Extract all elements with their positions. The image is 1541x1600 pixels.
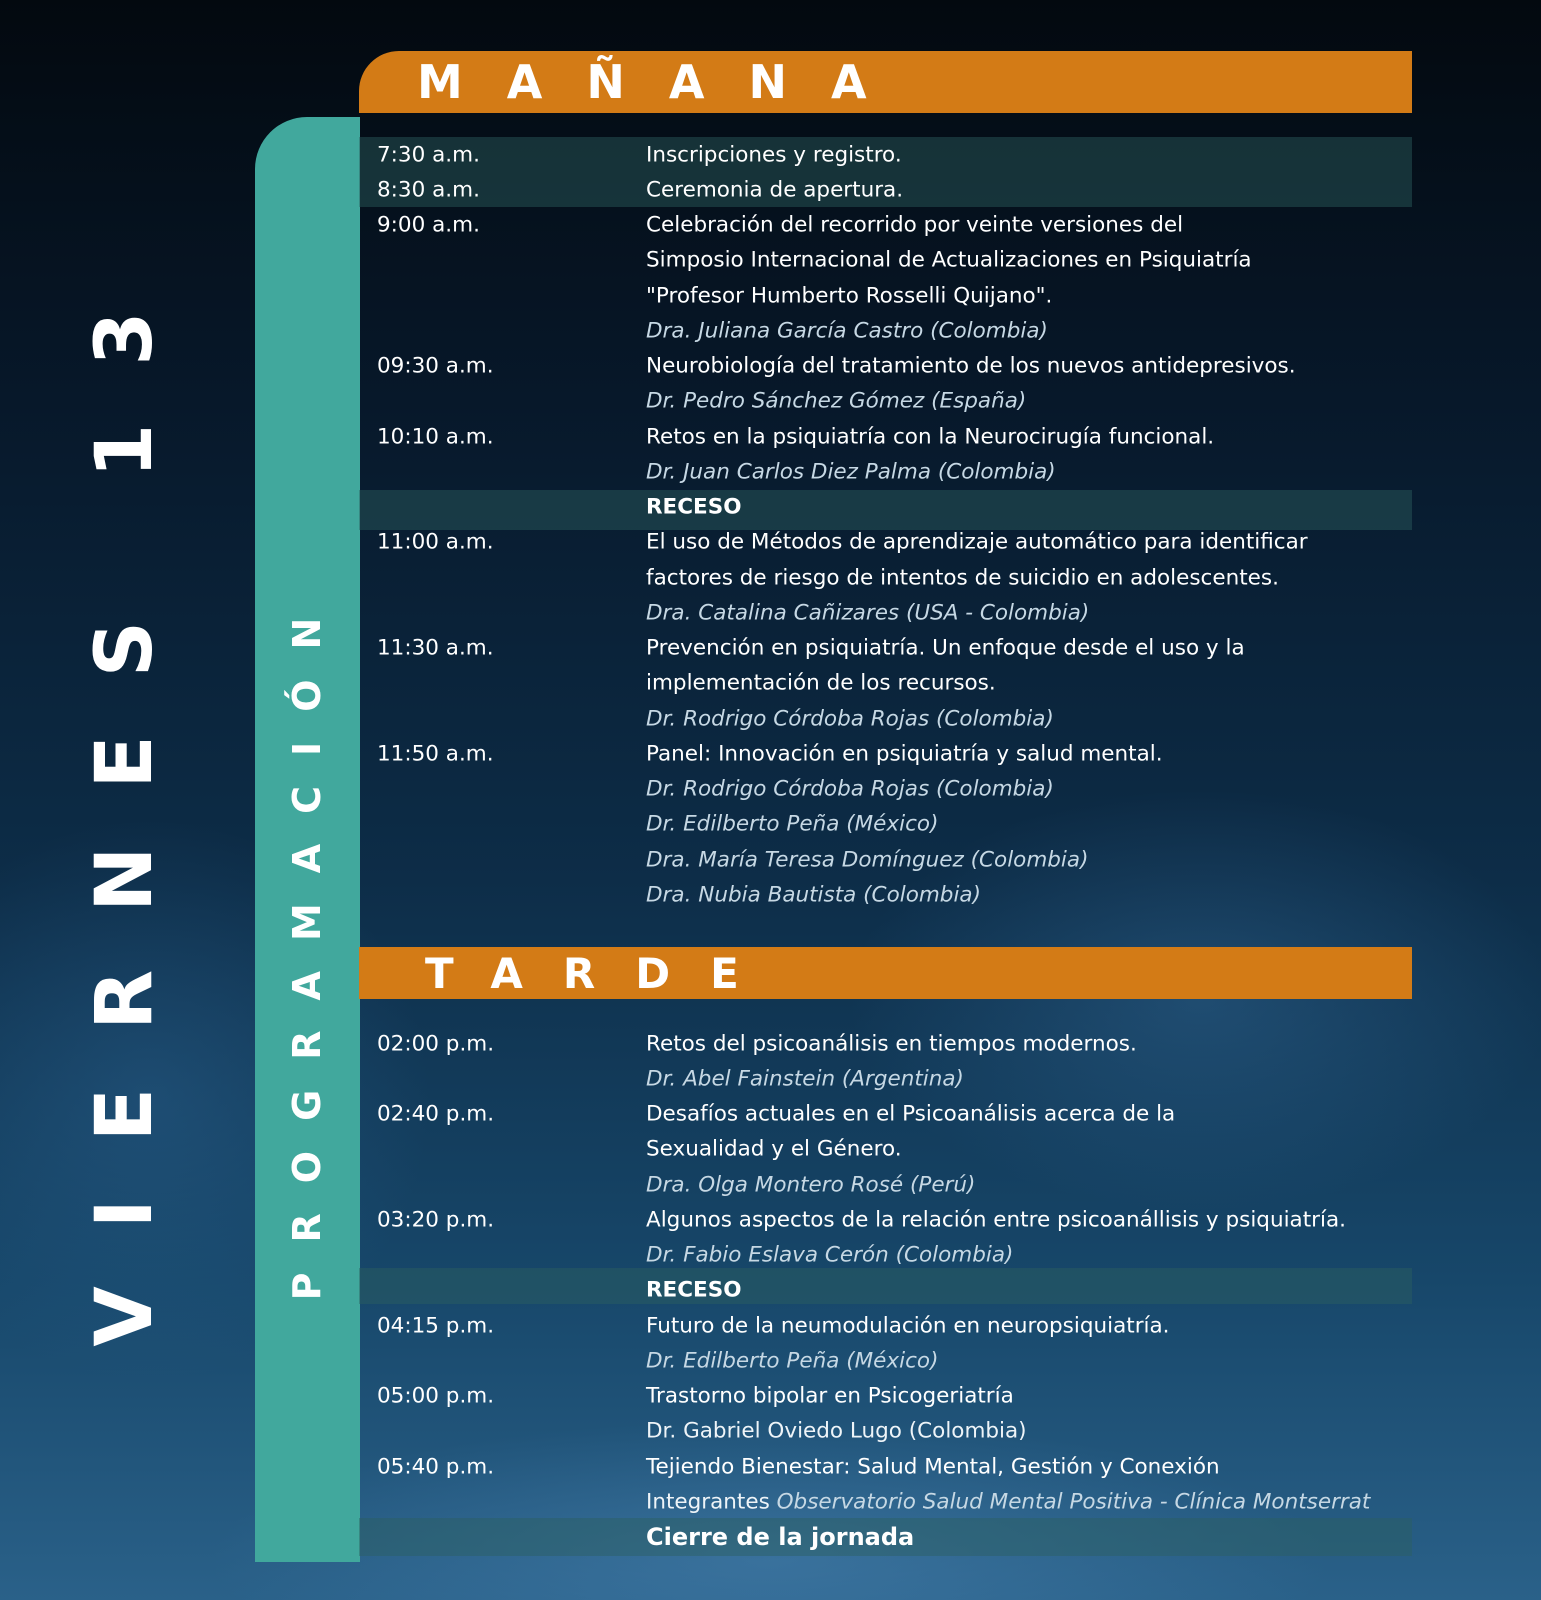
speaker-prefix: Integrantes	[646, 1489, 770, 1515]
session-line	[359, 1026, 1412, 1061]
speaker-line	[359, 1167, 1412, 1202]
session-time: 04:15 p.m.	[377, 1313, 495, 1339]
afternoon-header-label: TARDE	[425, 948, 779, 998]
session-title: Simposio Internacional de Actualizaciones en Psiquiatría	[646, 247, 1252, 273]
session-title: Futuro de la neumodulación en neuropsiquiatría.	[646, 1313, 1170, 1339]
session-line	[359, 1202, 1412, 1237]
sidebar-label: PROGRAMACIÓN	[285, 587, 329, 1301]
speaker-name: Dra. María Teresa Domínguez (Colombia)	[646, 847, 1089, 873]
session-line	[359, 1379, 1412, 1414]
session-title: implementación de los recursos.	[646, 670, 996, 696]
closing-line	[359, 1520, 1412, 1555]
session-line	[359, 631, 1412, 666]
speaker-line	[359, 313, 1412, 348]
session-line	[359, 1449, 1412, 1484]
speaker-name: Dr. Edilberto Peña (México)	[646, 1348, 939, 1374]
speaker-name: Observatorio Salud Mental Positiva - Clínica Montserrat	[776, 1489, 1371, 1515]
session-title: Panel: Innovación en psiquiatría y salud mental.	[646, 741, 1163, 767]
session-title: Retos del psicoanálisis en tiempos modernos.	[646, 1031, 1137, 1057]
speaker-name: Dr. Pedro Sánchez Gómez (España)	[646, 388, 1027, 414]
session-time: 11:00 a.m.	[377, 529, 494, 555]
recess-line	[359, 490, 1412, 525]
morning-header-label: MAÑANA	[417, 55, 911, 109]
session-title: Desafíos actuales en el Psicoanálisis acerca de la	[646, 1101, 1176, 1127]
speaker-line	[359, 384, 1412, 419]
speaker-line	[359, 1238, 1412, 1273]
session-time: 7:30 a.m.	[377, 142, 480, 168]
session-line	[359, 137, 1412, 172]
session-line	[359, 1308, 1412, 1343]
session-line	[359, 666, 1412, 701]
session-line	[359, 1097, 1412, 1132]
session-line	[359, 243, 1412, 278]
speaker-line	[359, 877, 1412, 912]
session-line	[359, 208, 1412, 243]
session-time: 11:30 a.m.	[377, 635, 494, 661]
session-time: 9:00 a.m.	[377, 212, 480, 238]
session-line	[359, 172, 1412, 207]
afternoon-schedule	[359, 1026, 1412, 1555]
day-title: VIERNES 13	[80, 253, 170, 1347]
session-title: Tejiendo Bienestar: Salud Mental, Gestión y Conexión	[646, 1454, 1220, 1480]
session-speaker-group	[646, 1489, 1370, 1514]
morning-header	[359, 51, 1412, 113]
speaker-name: Dra. Olga Montero Rosé (Perú)	[646, 1172, 976, 1198]
session-line	[359, 560, 1412, 595]
morning-schedule	[359, 137, 1412, 913]
session-title: Prevención en psiquiatría. Un enfoque desde el uso y la	[646, 635, 1245, 661]
session-line	[359, 419, 1412, 454]
speaker-name: Dr. Edilberto Peña (México)	[646, 811, 939, 837]
session-title: RECESO	[646, 494, 742, 520]
speaker-name: Dra. Catalina Cañizares (USA - Colombia)	[646, 600, 1090, 626]
speaker-name: Dra. Juliana García Castro (Colombia)	[646, 318, 1048, 344]
session-title: factores de riesgo de intentos de suicidio en adolescentes.	[646, 565, 1279, 591]
speaker-line	[359, 1061, 1412, 1096]
speaker-name: Dra. Nubia Bautista (Colombia)	[646, 882, 981, 908]
speaker-line	[359, 595, 1412, 630]
session-title: Algunos aspectos de la relación entre psicoanállisis y psiquiatría.	[646, 1207, 1346, 1233]
recess-line	[359, 1273, 1412, 1308]
session-title: Retos en la psiquiatría con la Neurocirugía funcional.	[646, 424, 1215, 450]
session-time: 05:40 p.m.	[377, 1454, 495, 1480]
speaker-name: Dr. Fabio Eslava Cerón (Colombia)	[646, 1242, 1014, 1268]
session-title: El uso de Métodos de aprendizaje automático para identificar	[646, 529, 1308, 555]
speaker-line	[359, 1343, 1412, 1378]
afternoon-header	[359, 947, 1412, 999]
speaker-name: Dr. Rodrigo Córdoba Rojas (Colombia)	[646, 776, 1054, 802]
session-title: Trastorno bipolar en Psicogeriatría	[646, 1383, 1014, 1409]
session-title: Celebración del recorrido por veinte versiones del	[646, 212, 1184, 238]
session-title: Ceremonia de apertura.	[646, 177, 904, 203]
session-time: 05:00 p.m.	[377, 1383, 495, 1409]
session-line	[359, 1132, 1412, 1167]
session-time: 02:40 p.m.	[377, 1101, 495, 1127]
speaker-name: Dr. Juan Carlos Diez Palma (Colombia)	[646, 459, 1056, 485]
session-time: 09:30 a.m.	[377, 353, 494, 379]
session-time: 03:20 p.m.	[377, 1207, 495, 1233]
session-title: Sexualidad y el Género.	[646, 1136, 902, 1162]
session-title: Inscripciones y registro.	[646, 142, 902, 168]
session-line	[359, 525, 1412, 560]
session-line	[359, 349, 1412, 384]
session-line	[359, 736, 1412, 771]
session-title: Neurobiología del tratamiento de los nuevos antidepresivos.	[646, 353, 1296, 379]
speaker-line	[359, 701, 1412, 736]
session-time: 11:50 a.m.	[377, 741, 494, 767]
speaker-line	[359, 772, 1412, 807]
session-line	[359, 1414, 1412, 1449]
session-time: 10:10 a.m.	[377, 424, 494, 450]
speaker-line	[359, 842, 1412, 877]
speaker-line	[359, 807, 1412, 842]
session-line	[359, 278, 1412, 313]
speaker-line	[359, 454, 1412, 489]
program-sidebar	[255, 117, 360, 1562]
session-time: 8:30 a.m.	[377, 177, 480, 203]
speaker-name: Dr. Gabriel Oviedo Lugo (Colombia)	[646, 1418, 1027, 1444]
session-title: Cierre de la jornada	[646, 1523, 915, 1552]
session-title: RECESO	[646, 1277, 742, 1303]
speaker-name: Dr. Rodrigo Córdoba Rojas (Colombia)	[646, 706, 1054, 732]
speaker-name: Dr. Abel Fainstein (Argentina)	[646, 1066, 964, 1092]
session-line	[359, 1484, 1412, 1519]
session-title: "Profesor Humberto Rosselli Quijano".	[646, 283, 1053, 309]
session-time: 02:00 p.m.	[377, 1031, 495, 1057]
